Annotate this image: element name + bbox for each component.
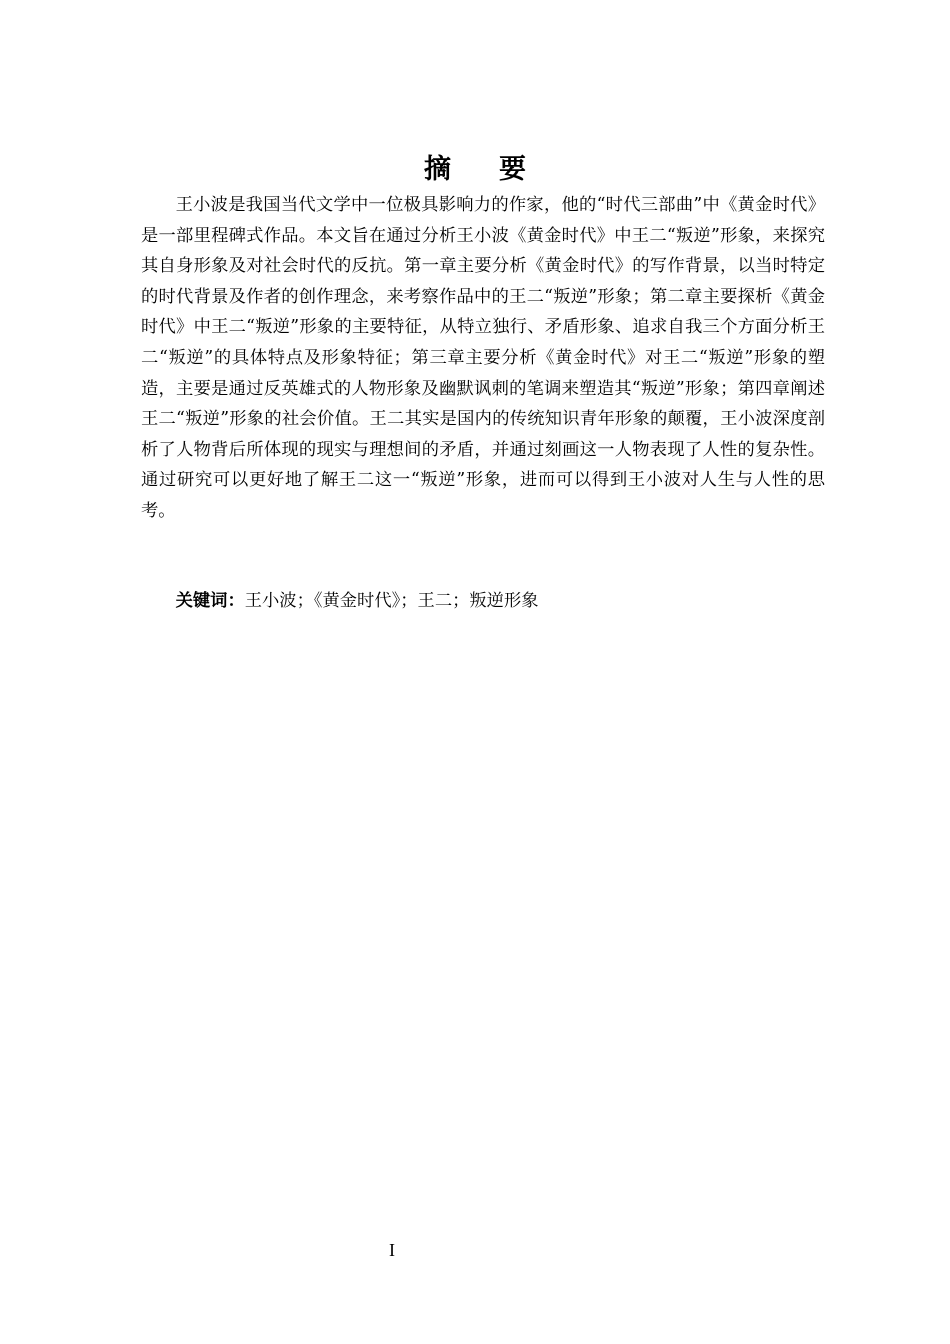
title-char-2: 要	[499, 154, 526, 185]
keywords-label: 关键词：	[175, 591, 245, 611]
title-char-1: 摘	[424, 154, 451, 185]
keywords-value: 王小波；《黄金时代》；王二；叛逆形象	[244, 591, 539, 611]
page-title	[0, 150, 950, 190]
abstract-paragraph: 王小波是我国当代文学中一位极具影响力的作家，他的“时代三部曲”中《黄金时代》是一部里程碑式作品。本文旨在通过分析王小波《黄金时代》中王二“叛逆”形象，来探究其自身形象及对社会时代的反抗。第一章主要分析《黄金时代》的写作背景，以当时特定的时代背景及作者的创作理念，来考察作品中的王二“叛逆”形象；第二章主要探析《黄金时代》中王二“叛逆”形象的主要特征，从特立独行、矛盾形象、追求自我三个方面分析王二“叛逆”的具体特点及形象特征；第三章主要分析《黄金时代》对王二“叛逆”形象的塑造，主要是通过反英雄式的人物形象及幽默讽刺的笔调来塑造其“叛逆”形象；第四章阐述王二“叛逆”形象的社会价值。王二其实是国内的传统知识青年形象的颠覆，王小波深度剖析了人物背后所体现的现实与理想间的矛盾，并通过刻画这一人物表现了人性的复杂性。通过研究可以更好地了解王二这一“叛逆”形象，进而可以得到王小波对人生与人性的思考。	[141, 195, 825, 521]
keywords-line	[141, 586, 825, 616]
page-number: I	[389, 1240, 395, 1260]
